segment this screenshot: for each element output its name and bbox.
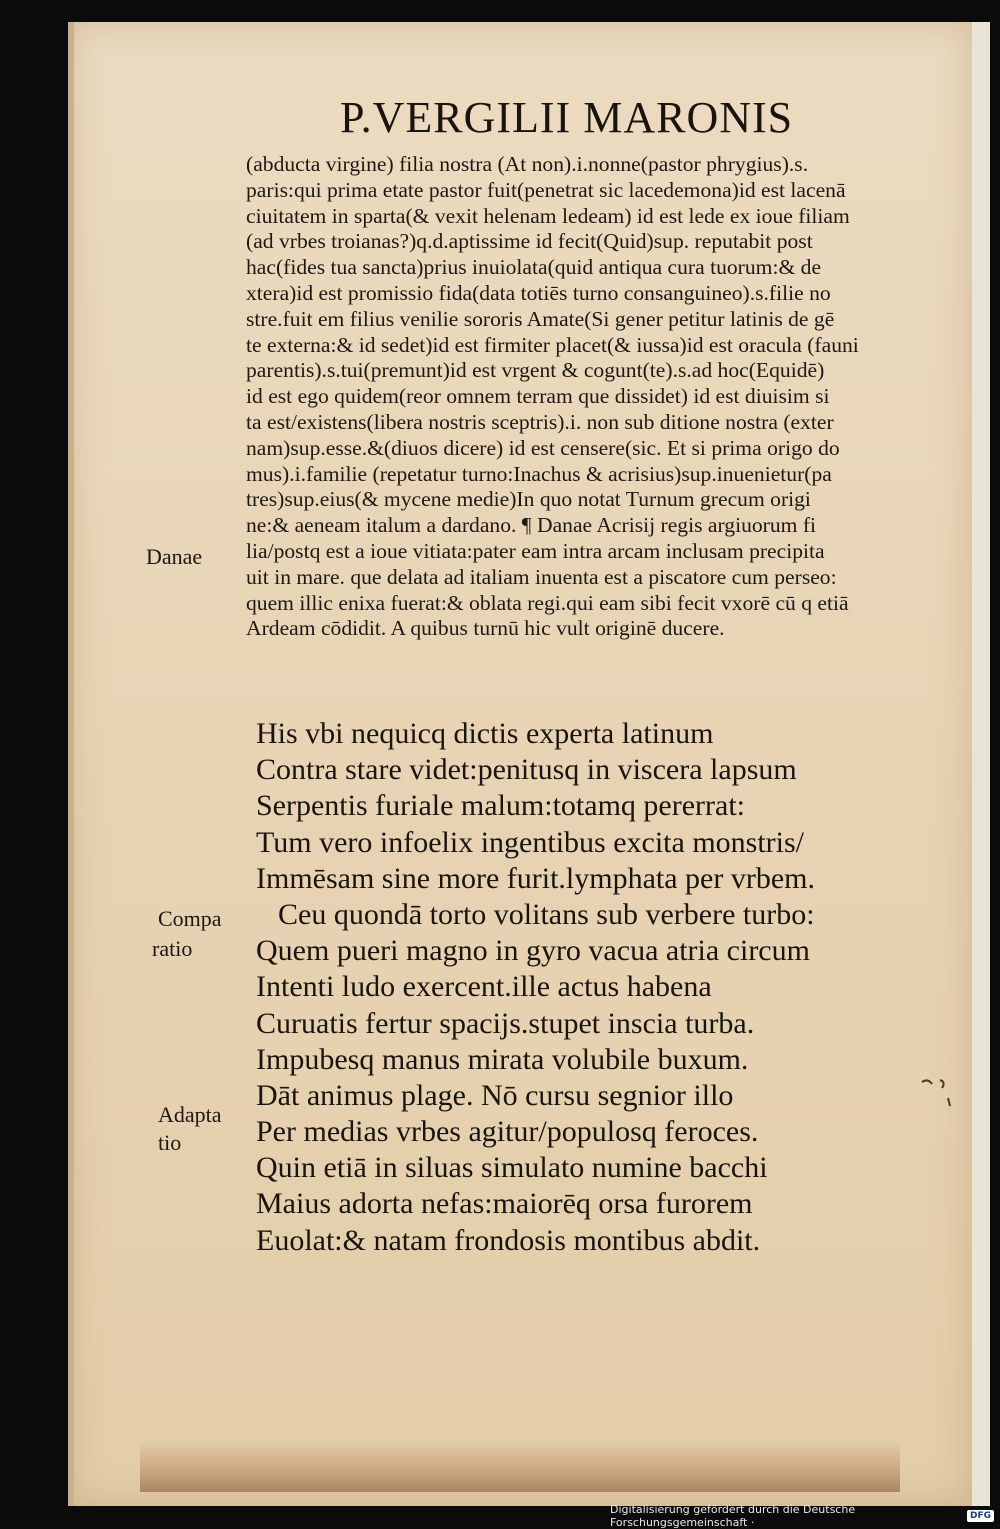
page-stain bbox=[140, 1440, 900, 1492]
page-title: P.VERGILII MARONIS bbox=[340, 93, 794, 142]
commentary-block bbox=[246, 152, 958, 642]
verse-line: Quem pueri magno in gyro vacua atria circum bbox=[256, 934, 810, 968]
commentary-line: ta est/existens(libera nostris sceptris).i. non sub ditione nostra (exter bbox=[246, 409, 834, 434]
footer-bar bbox=[610, 1502, 1000, 1529]
verse-line: Per medias vrbes agitur/populosq feroces. bbox=[256, 1115, 759, 1149]
verse-line: Contra stare videt:penitusq in viscera lapsum bbox=[256, 753, 797, 787]
commentary-line: paris:qui prima etate pastor fuit(penetrat sic lacedemona)id est lacenā bbox=[246, 177, 846, 202]
verse-line: Dāt animus plage. Nō cursu segnior illo bbox=[256, 1078, 734, 1112]
verse-block bbox=[256, 716, 936, 1259]
verse-line: Tum vero infoelix ingentibus excita monstris/ bbox=[256, 825, 805, 859]
verse-line: Maius adorta nefas:maiorēq orsa furorem bbox=[256, 1187, 753, 1221]
margin-note-comparatio-1: Compa bbox=[158, 906, 222, 931]
commentary-line: id est ego quidem(reor omnem terram que dissidet) id est diuisim si bbox=[246, 384, 830, 409]
footer-text: Digitalisierung gefördert durch die Deutsche Forschungsgemeinschaft · bbox=[610, 1502, 856, 1529]
commentary-line: ciuitatem in sparta(& vexit helenam ledeam) id est lede ex ioue filiam bbox=[246, 203, 850, 228]
commentary-line: ne:& aeneam italum a dardano. ¶ Danae Acrisij regis argiuorum fi bbox=[246, 513, 817, 538]
commentary-line: uit in mare. que delata ad italiam inuenta est a piscatore cum perseo: bbox=[246, 564, 837, 589]
verse-line: Serpentis furiale malum:totamq pererrat: bbox=[256, 789, 745, 823]
commentary-line: quem illic enixa fuerat:& oblata regi.qui eam sibi fecit vxorē cū q etiā bbox=[246, 590, 849, 615]
verse-line: Euolat:& natam frondosis montibus abdit. bbox=[256, 1223, 761, 1257]
commentary-line: (ad vrbes troianas?)q.d.aptissime id fecit(Quid)sup. reputabit post bbox=[246, 229, 813, 254]
margin-note-comparatio-2: ratio bbox=[152, 936, 193, 961]
dfg-logo[interactable]: DFG bbox=[967, 1510, 994, 1522]
commentary-line: xtera)id est promissio fida(data totiēs turno consanguineo).s.filie no bbox=[246, 280, 831, 305]
commentary-line: stre.fuit em filius venilie sororis Amate(Si gener petitur latinis de gē bbox=[246, 306, 835, 331]
verse-line: His vbi nequicq dictis experta latinum bbox=[256, 717, 714, 750]
verse-line: Immēsam sine more furit.lymphata per vrbem. bbox=[256, 861, 815, 895]
commentary-line: parentis).s.tui(premunt)id est vrgent & cogunt(te).s.ad hoc(Equidē) bbox=[246, 358, 825, 383]
commentary-line: lia/postq est a ioue vitiata:pater eam intra arcam inclusam precipita bbox=[246, 538, 825, 563]
verse-line: Intenti ludo exercent.ille actus habena bbox=[256, 970, 712, 1004]
margin-note-adaptatio-1: Adapta bbox=[158, 1102, 222, 1127]
commentary-line: hac(fides tua sancta)prius inuiolata(quid antiqua cura tuorum:& de bbox=[246, 255, 822, 280]
verse-line: Quin etiā in siluas simulato numine bacchi bbox=[256, 1151, 768, 1185]
commentary-line: tres)sup.eius(& mycene medie)In quo notat Turnum grecum origi bbox=[246, 487, 811, 512]
verse-line: Impubesq manus mirata volubile buxum. bbox=[256, 1042, 749, 1076]
commentary-line: nam)sup.esse.&(diuos dicere) id est censere(sic. Et si prima origo do bbox=[246, 435, 840, 460]
commentary-line: (abducta virgine) filia nostra (At non).i.nonne(pastor phrygius).s. bbox=[246, 152, 809, 176]
commentary-line: Ardeam cōdidit. A quibus turnū hic vult originē ducere. bbox=[246, 616, 725, 641]
commentary-line: mus).i.familie (repetatur turno:Inachus & acrisius)sup.inuenietur(pa bbox=[246, 461, 832, 486]
verse-line: Curuatis fertur spacijs.stupet inscia turba. bbox=[256, 1006, 755, 1040]
margin-ink-marks bbox=[918, 1076, 958, 1121]
commentary-line: te externa:& id sedet)id est firmiter placet(& iussa)id est oracula (fauni bbox=[246, 332, 859, 357]
margin-note-danae: Danae bbox=[146, 544, 203, 569]
page-gutter-edge bbox=[68, 22, 74, 1506]
verse-line: Ceu quondā torto volitans sub verbere turbo: bbox=[278, 897, 815, 931]
margin-note-adaptatio-2: tio bbox=[158, 1130, 182, 1155]
